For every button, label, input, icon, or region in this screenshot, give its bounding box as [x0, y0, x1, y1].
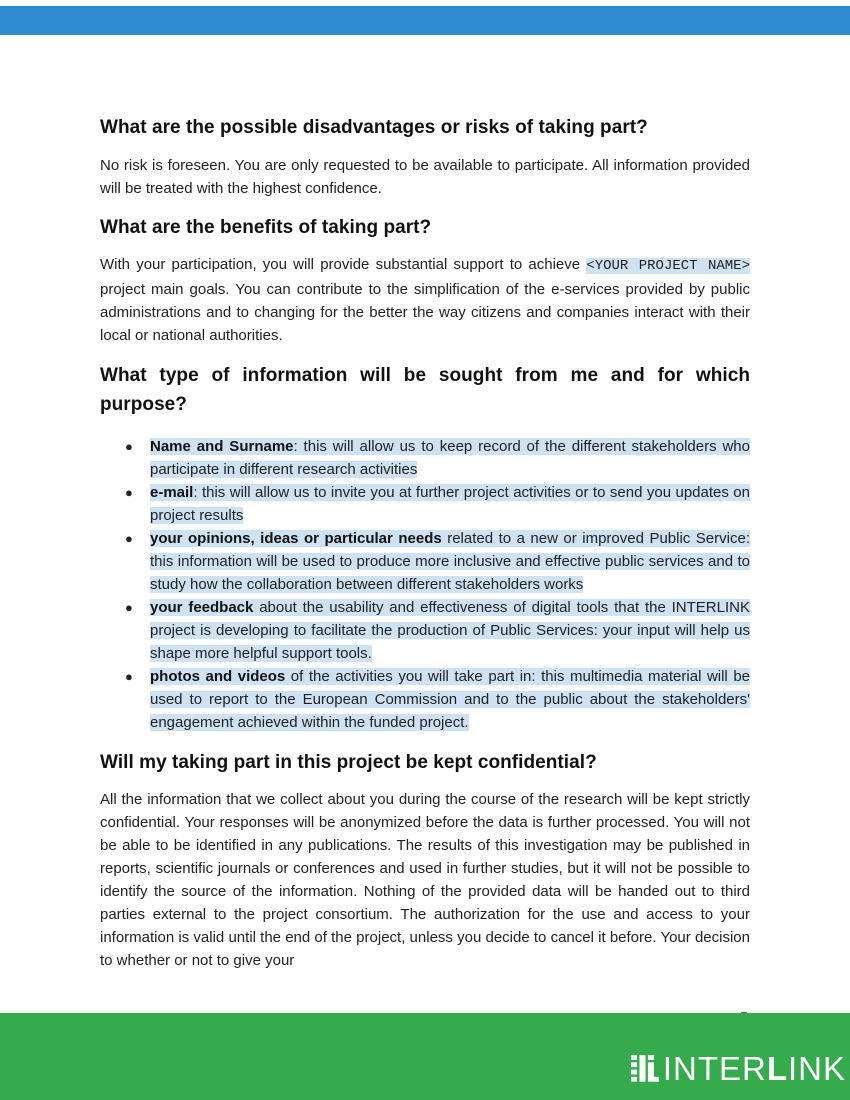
list-item-text: : this will allow us to keep record of the different stakeholders who participate in different research activities: [150, 438, 750, 478]
bullet-icon: ●: [125, 600, 133, 615]
list-item-term: Name and Surname: [150, 438, 294, 455]
list-item: [100, 527, 750, 596]
information-heading: [100, 361, 750, 419]
interlink-logo-icon: [631, 1046, 659, 1092]
information-list: [100, 435, 750, 734]
list-item-text: about the usability and effectiveness of digital tools that the INTERLINK project is developing to facilitate the production of Public Services: your input will help us shape more helpful support tools.: [150, 599, 750, 662]
list-item-text: : this will allow us to invite you at further project activities or to send you updates on project results: [150, 484, 750, 524]
logo-text-bold: L: [766, 1050, 788, 1087]
logo-text-end: INK: [787, 1050, 846, 1087]
list-item: [100, 665, 750, 734]
risks-heading: What are the possible disadvantages or risks of taking part?: [100, 117, 648, 138]
header-bar: [0, 6, 850, 35]
list-item-term: e-mail: [150, 484, 194, 501]
benefits-text-before: With your participation, you will provide substantial support to achieve: [100, 256, 587, 273]
benefits-text-after: project main goals. You can contribute to the simplification of the e-services provided by public administrations and to changing for the better the way citizens and companies interact with their local or national authorities.: [100, 281, 750, 344]
document-body: [100, 114, 750, 972]
risks-paragraph: No risk is foreseen. You are only requested to be available to participate. All information provided will be treated with the highest confidence.: [100, 157, 750, 197]
information-heading-line1: What type of information will be sought from me and for which: [100, 365, 750, 386]
interlink-logo-text: [663, 1046, 846, 1092]
confidential-heading: Will my taking part in this project be kept confidential?: [100, 752, 597, 773]
list-item-term: your opinions, ideas or particular needs: [150, 530, 442, 547]
list-item: [100, 596, 750, 665]
list-item: [100, 435, 750, 481]
interlink-logo: [631, 1046, 846, 1092]
benefits-heading: What are the benefits of taking part?: [100, 217, 432, 238]
bullet-icon: ●: [125, 531, 133, 546]
bullet-icon: ●: [125, 439, 133, 454]
project-name-placeholder: <YOUR PROJECT NAME>: [586, 258, 750, 274]
confidential-paragraph: All the information that we collect about you during the course of the research will be kept strictly confidential. Your responses will be anonymized before the data is further processed. You will not be able to be identified in any publications. The results of this investigation may be published in reports, scientific journals or conferences and used in further studies, but it will not be possible to identify the source of the information. Nothing of the provided data will be handed out to third parties external to the project consortium. The authorization for the use and access to your information is valid until the end of the project, unless you decide to cancel it before. Your decision to whether or not to give your: [100, 791, 750, 969]
list-item-text: of the activities you will take part in: this multimedia material will be used to report to the European Commission and to the public about the stakeholders' engagement achieved within the funded project.: [150, 668, 750, 731]
information-heading-line2: purpose?: [100, 394, 187, 415]
list-item: [100, 481, 750, 527]
list-item-term: photos and videos: [150, 668, 286, 685]
bullet-icon: ●: [125, 669, 133, 684]
bullet-icon: ●: [125, 485, 133, 500]
benefits-paragraph: [100, 253, 750, 347]
list-item-term: your feedback: [150, 599, 254, 616]
logo-text-regular: INTER: [662, 1050, 767, 1087]
list-item-text: related to a new or improved Public Service: this information will be used to produce more inclusive and effective public services and to study how the collaboration between different stakeholders works: [150, 530, 750, 593]
